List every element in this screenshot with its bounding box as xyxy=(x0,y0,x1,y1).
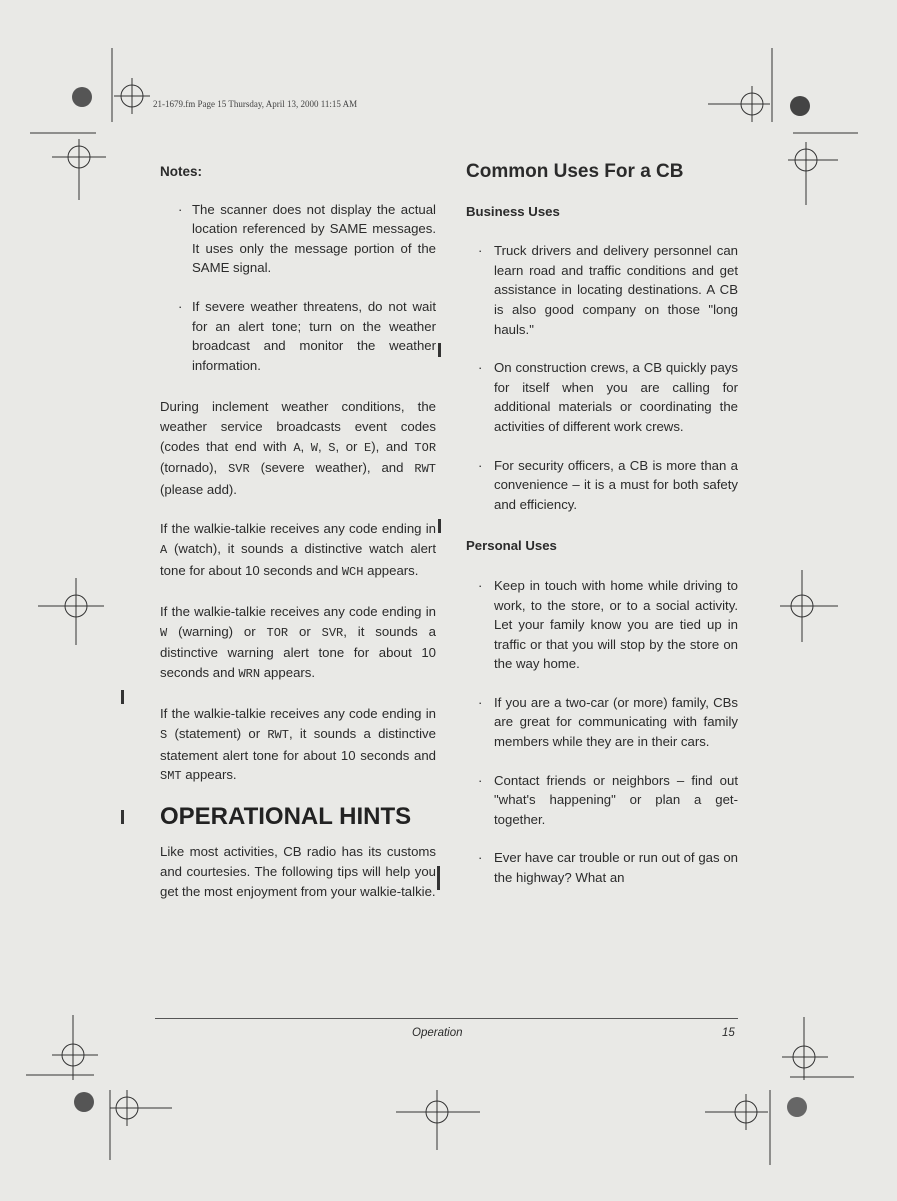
list-item: · On construction crews, a CB quickly pays for itself when you are calling for additional materials or coordinating the activities of different work crews. xyxy=(478,360,738,434)
list-item: · Truck drivers and delivery personnel can learn road and traffic conditions and get assistance in locating destinations. A CB is also good company on those "long hauls." xyxy=(478,243,738,337)
footer-rule xyxy=(155,1018,738,1019)
list-item: · The scanner does not display the actual location referenced by SAME messages. It uses only the message portion of the SAME signal. xyxy=(178,201,436,276)
list-item: · Ever have car trouble or run out of gas on the highway? What an xyxy=(478,850,738,886)
section-heading: Common Uses For a CB xyxy=(466,161,684,182)
business-uses-heading: Business Uses xyxy=(466,203,560,219)
right-column xyxy=(466,162,738,910)
list-item: · If severe weather threatens, do not wait for an alert tone; turn on the weather broadcast and monitor the weather information. xyxy=(178,298,436,373)
list-item: · For security officers, a CB is more than a convenience – it is a must for both safety and efficiency. xyxy=(478,457,738,512)
paragraph: If the walkie-talkie receives any code ending in A (watch), it sounds a distinctive watch alert tone for about 10 seconds and WCH appears. xyxy=(160,521,436,579)
change-bar xyxy=(121,810,124,824)
paragraph: If the walkie-talkie receives any code ending in S (statement) or RWT, it sounds a distinctive statement alert tone for about 10 seconds and SMT appears. xyxy=(160,706,436,784)
business-list xyxy=(466,241,738,514)
list-item: · Contact friends or neighbors – find out "what's happening" or plan a get-together. xyxy=(478,772,738,827)
list-item: · Keep in touch with home while driving to work, to the store, or to a social activity. Let your family know you are tied up in traffic or that you will stop by the store on the way home. xyxy=(478,577,738,672)
change-bar xyxy=(437,866,440,890)
change-bar xyxy=(121,690,124,704)
change-bar xyxy=(438,519,441,533)
left-column xyxy=(160,162,436,921)
personal-uses-heading: Personal Uses xyxy=(466,538,557,554)
footer-section: Operation xyxy=(412,1027,463,1039)
personal-list xyxy=(466,576,738,888)
paragraph: During inclement weather conditions, the weather service broadcasts event codes (codes that end with A, W, S, or E), and TOR (tornado), SVR (severe weather), and RWT (please add). xyxy=(160,399,437,497)
paragraph: If the walkie-talkie receives any code ending in W (warning) or TOR or SVR, it sounds a distinctive warning alert tone for about 10 seconds and WRN appears. xyxy=(160,604,436,681)
operational-hints-heading: OPERATIONAL HINTS xyxy=(160,802,412,830)
print-header: 21-1679.fm Page 15 Thursday, April 13, 2000 11:15 AM xyxy=(153,99,358,109)
paragraph: Like most activities, CB radio has its customs and courtesies. The following tips will help you get the most enjoyment from your walkie-talkie. xyxy=(160,844,436,899)
page-number: 15 xyxy=(722,1027,735,1039)
notes-heading: Notes: xyxy=(160,164,203,179)
notes-list xyxy=(160,200,436,376)
change-bar xyxy=(438,343,441,357)
list-item: · If you are a two-car (or more) family, CBs are great for communicating with family members while they are in their cars. xyxy=(478,694,738,750)
